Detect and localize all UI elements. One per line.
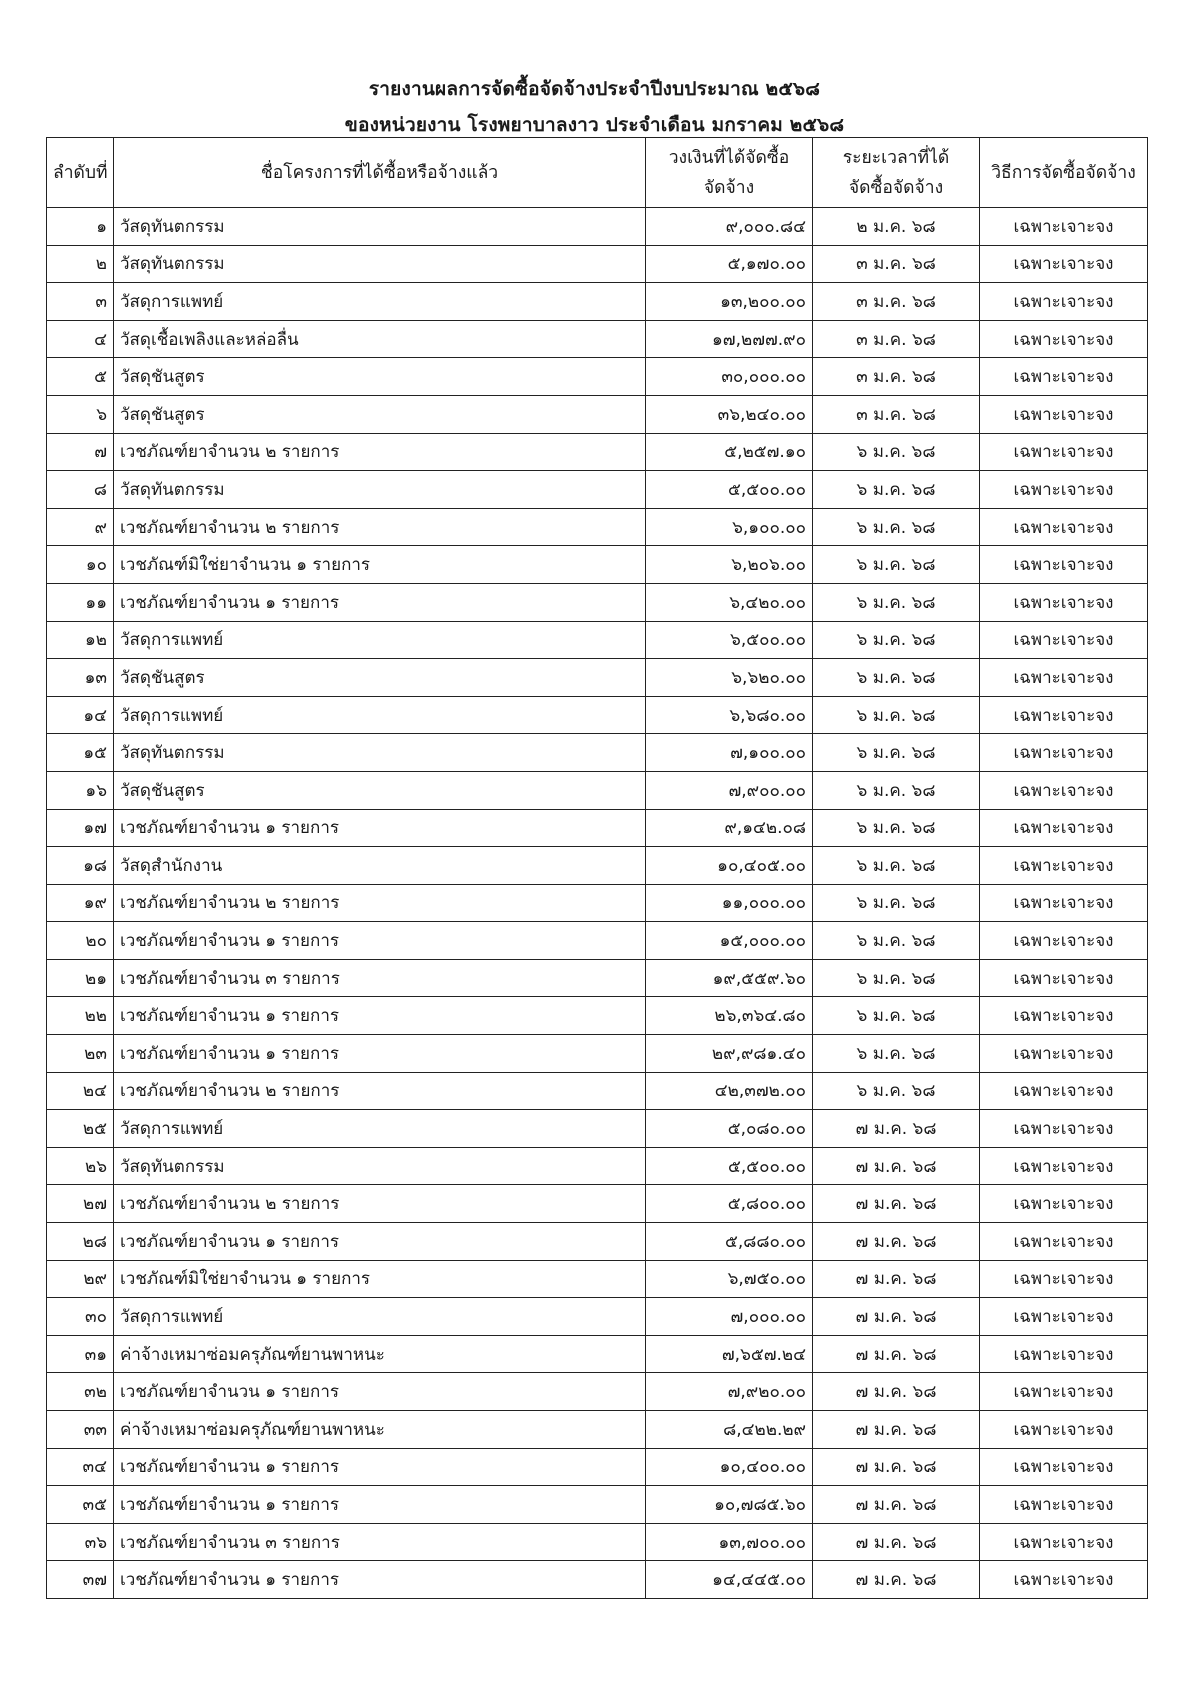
row-number-cell: ๒๖ bbox=[47, 1147, 114, 1185]
table-row bbox=[47, 847, 1148, 885]
amount-cell: ๖,๕๐๐.๐๐ bbox=[646, 621, 813, 659]
procurement-method-cell: เฉพาะเจาะจง bbox=[980, 583, 1148, 621]
project-name-cell: วัสดุชันสูตร bbox=[114, 771, 646, 809]
amount-cell: ๗,๙๐๐.๐๐ bbox=[646, 771, 813, 809]
report-subtitle: ของหน่วยงาน โรงพยาบาลงาว ประจำเดือน มกราคม ๒๕๖๘ bbox=[344, 114, 845, 136]
table-row bbox=[47, 1523, 1148, 1561]
project-name-cell: วัสดุการแพทย์ bbox=[114, 283, 646, 321]
amount-cell: ๑๕,๐๐๐.๐๐ bbox=[646, 922, 813, 960]
procurement-date-cell: ๗ ม.ค. ๖๘ bbox=[813, 1373, 980, 1411]
procurement-method-cell: เฉพาะเจาะจง bbox=[980, 433, 1148, 471]
project-name-cell: เวชภัณฑ์ยาจำนวน ๑ รายการ bbox=[114, 583, 646, 621]
procurement-method-cell: เฉพาะเจาะจง bbox=[980, 245, 1148, 283]
procurement-date-cell: ๖ ม.ค. ๖๘ bbox=[813, 621, 980, 659]
procurement-date-cell: ๖ ม.ค. ๖๘ bbox=[813, 471, 980, 509]
row-number-cell: ๓๑ bbox=[47, 1335, 114, 1373]
amount-cell: ๑๗,๒๗๗.๙๐ bbox=[646, 320, 813, 358]
procurement-method-cell: เฉพาะเจาะจง bbox=[980, 1373, 1148, 1411]
procurement-date-cell: ๒ ม.ค. ๖๘ bbox=[813, 208, 980, 246]
amount-cell: ๕,๒๕๗.๑๐ bbox=[646, 433, 813, 471]
amount-cell: ๕,๘๘๐.๐๐ bbox=[646, 1223, 813, 1261]
row-number-cell: ๒๗ bbox=[47, 1185, 114, 1223]
row-number-cell: ๒๐ bbox=[47, 922, 114, 960]
project-name-cell: วัสดุการแพทย์ bbox=[114, 1298, 646, 1336]
table-row bbox=[47, 959, 1148, 997]
row-number-cell: ๑ bbox=[47, 208, 114, 246]
table-row bbox=[47, 1335, 1148, 1373]
project-name-cell: เวชภัณฑ์ยาจำนวน ๒ รายการ bbox=[114, 884, 646, 922]
table-row bbox=[47, 245, 1148, 283]
amount-cell: ๑๓,๒๐๐.๐๐ bbox=[646, 283, 813, 321]
procurement-date-cell: ๗ ม.ค. ๖๘ bbox=[813, 1110, 980, 1148]
amount-cell: ๔๒,๓๗๒.๐๐ bbox=[646, 1072, 813, 1110]
project-name-cell: วัสดุทันตกรรม bbox=[114, 1147, 646, 1185]
header-period bbox=[813, 138, 980, 208]
amount-cell: ๗,๐๐๐.๐๐ bbox=[646, 1298, 813, 1336]
procurement-date-cell: ๖ ม.ค. ๖๘ bbox=[813, 884, 980, 922]
table-row bbox=[47, 583, 1148, 621]
table-row bbox=[47, 471, 1148, 509]
amount-cell: ๖,๖๒๐.๐๐ bbox=[646, 659, 813, 697]
procurement-date-cell: ๖ ม.ค. ๖๘ bbox=[813, 771, 980, 809]
procurement-table bbox=[46, 137, 1148, 1599]
project-name-cell: เวชภัณฑ์มิใช่ยาจำนวน ๑ รายการ bbox=[114, 1260, 646, 1298]
procurement-date-cell: ๖ ม.ค. ๖๘ bbox=[813, 433, 980, 471]
project-name-cell: เวชภัณฑ์ยาจำนวน ๑ รายการ bbox=[114, 1448, 646, 1486]
procurement-method-cell: เฉพาะเจาะจง bbox=[980, 1523, 1148, 1561]
row-number-cell: ๓๕ bbox=[47, 1486, 114, 1524]
table-row bbox=[47, 546, 1148, 584]
row-number-cell: ๑๕ bbox=[47, 734, 114, 772]
amount-cell: ๓๖,๒๔๐.๐๐ bbox=[646, 395, 813, 433]
project-name-cell: เวชภัณฑ์ยาจำนวน ๒ รายการ bbox=[114, 433, 646, 471]
amount-cell: ๖,๑๐๐.๐๐ bbox=[646, 508, 813, 546]
procurement-method-cell: เฉพาะเจาะจง bbox=[980, 1298, 1148, 1336]
procurement-date-cell: ๖ ม.ค. ๖๘ bbox=[813, 847, 980, 885]
project-name-cell: เวชภัณฑ์ยาจำนวน ๒ รายการ bbox=[114, 1185, 646, 1223]
procurement-method-cell: เฉพาะเจาะจง bbox=[980, 508, 1148, 546]
procurement-date-cell: ๓ ม.ค. ๖๘ bbox=[813, 320, 980, 358]
amount-cell: ๑๑,๐๐๐.๐๐ bbox=[646, 884, 813, 922]
table-body bbox=[47, 208, 1148, 1599]
row-number-cell: ๒๒ bbox=[47, 997, 114, 1035]
amount-cell: ๕,๘๐๐.๐๐ bbox=[646, 1185, 813, 1223]
table-row bbox=[47, 696, 1148, 734]
amount-cell: ๕,๕๐๐.๐๐ bbox=[646, 1147, 813, 1185]
project-name-cell: วัสดุสำนักงาน bbox=[114, 847, 646, 885]
procurement-method-cell: เฉพาะเจาะจง bbox=[980, 395, 1148, 433]
procurement-date-cell: ๗ ม.ค. ๖๘ bbox=[813, 1147, 980, 1185]
project-name-cell: ค่าจ้างเหมาซ่อมครุภัณฑ์ยานพาหนะ bbox=[114, 1335, 646, 1373]
project-name-cell: เวชภัณฑ์ยาจำนวน ๒ รายการ bbox=[114, 1072, 646, 1110]
row-number-cell: ๑๗ bbox=[47, 809, 114, 847]
row-number-cell: ๑๐ bbox=[47, 546, 114, 584]
procurement-method-cell: เฉพาะเจาะจง bbox=[980, 696, 1148, 734]
procurement-date-cell: ๗ ม.ค. ๖๘ bbox=[813, 1223, 980, 1261]
row-number-cell: ๒๕ bbox=[47, 1110, 114, 1148]
procurement-date-cell: ๗ ม.ค. ๖๘ bbox=[813, 1298, 980, 1336]
header-period-line2: จัดซื้อจัดจ้าง bbox=[848, 177, 944, 198]
procurement-method-cell: เฉพาะเจาะจง bbox=[980, 659, 1148, 697]
row-number-cell: ๘ bbox=[47, 471, 114, 509]
procurement-method-cell: เฉพาะเจาะจง bbox=[980, 922, 1148, 960]
procurement-date-cell: ๖ ม.ค. ๖๘ bbox=[813, 659, 980, 697]
procurement-date-cell: ๖ ม.ค. ๖๘ bbox=[813, 583, 980, 621]
report-title: รายงานผลการจัดซื้อจัดจ้างประจำปีงบประมาณ ๒๕๖๘ bbox=[368, 78, 821, 100]
table-row bbox=[47, 1260, 1148, 1298]
project-name-cell: เวชภัณฑ์ยาจำนวน ๑ รายการ bbox=[114, 809, 646, 847]
procurement-date-cell: ๖ ม.ค. ๖๘ bbox=[813, 809, 980, 847]
project-name-cell: เวชภัณฑ์ยาจำนวน ๓ รายการ bbox=[114, 959, 646, 997]
procurement-method-cell: เฉพาะเจาะจง bbox=[980, 1223, 1148, 1261]
table-row bbox=[47, 320, 1148, 358]
procurement-date-cell: ๓ ม.ค. ๖๘ bbox=[813, 283, 980, 321]
header-period-line1: ระยะเวลาที่ได้ bbox=[842, 147, 950, 168]
procurement-method-cell: เฉพาะเจาะจง bbox=[980, 1335, 1148, 1373]
row-number-cell: ๑๖ bbox=[47, 771, 114, 809]
procurement-date-cell: ๗ ม.ค. ๖๘ bbox=[813, 1335, 980, 1373]
procurement-date-cell: ๗ ม.ค. ๖๘ bbox=[813, 1561, 980, 1599]
procurement-method-cell: เฉพาะเจาะจง bbox=[980, 471, 1148, 509]
row-number-cell: ๓๐ bbox=[47, 1298, 114, 1336]
row-number-cell: ๕ bbox=[47, 358, 114, 396]
row-number-cell: ๔ bbox=[47, 320, 114, 358]
amount-cell: ๕,๐๘๐.๐๐ bbox=[646, 1110, 813, 1148]
amount-cell: ๑๔,๔๔๕.๐๐ bbox=[646, 1561, 813, 1599]
procurement-method-cell: เฉพาะเจาะจง bbox=[980, 621, 1148, 659]
project-name-cell: เวชภัณฑ์มิใช่ยาจำนวน ๑ รายการ bbox=[114, 546, 646, 584]
row-number-cell: ๒ bbox=[47, 245, 114, 283]
project-name-cell: เวชภัณฑ์ยาจำนวน ๑ รายการ bbox=[114, 1373, 646, 1411]
amount-cell: ๑๙,๕๕๙.๖๐ bbox=[646, 959, 813, 997]
project-name-cell: วัสดุทันตกรรม bbox=[114, 471, 646, 509]
amount-cell: ๗,๖๕๗.๒๔ bbox=[646, 1335, 813, 1373]
row-number-cell: ๓๔ bbox=[47, 1448, 114, 1486]
procurement-date-cell: ๗ ม.ค. ๖๘ bbox=[813, 1260, 980, 1298]
procurement-date-cell: ๗ ม.ค. ๖๘ bbox=[813, 1411, 980, 1449]
table-row bbox=[47, 997, 1148, 1035]
procurement-method-cell: เฉพาะเจาะจง bbox=[980, 884, 1148, 922]
row-number-cell: ๗ bbox=[47, 433, 114, 471]
row-number-cell: ๒๑ bbox=[47, 959, 114, 997]
amount-cell: ๙,๐๐๐.๘๔ bbox=[646, 208, 813, 246]
row-number-cell: ๑๔ bbox=[47, 696, 114, 734]
procurement-method-cell: เฉพาะเจาะจง bbox=[980, 1185, 1148, 1223]
header-amount-line2: จัดจ้าง bbox=[703, 177, 755, 198]
row-number-cell: ๓๒ bbox=[47, 1373, 114, 1411]
row-number-cell: ๑๒ bbox=[47, 621, 114, 659]
project-name-cell: วัสดุชันสูตร bbox=[114, 358, 646, 396]
procurement-date-cell: ๖ ม.ค. ๖๘ bbox=[813, 696, 980, 734]
table-row bbox=[47, 283, 1148, 321]
project-name-cell: เวชภัณฑ์ยาจำนวน ๓ รายการ bbox=[114, 1523, 646, 1561]
procurement-method-cell: เฉพาะเจาะจง bbox=[980, 1072, 1148, 1110]
table-row bbox=[47, 208, 1148, 246]
project-name-cell: วัสดุเชื้อเพลิงและหล่อลื่น bbox=[114, 320, 646, 358]
row-number-cell: ๙ bbox=[47, 508, 114, 546]
row-number-cell: ๑๓ bbox=[47, 659, 114, 697]
header-amount-line1: วงเงินที่ได้จัดซื้อ bbox=[668, 147, 790, 168]
row-number-cell: ๑๘ bbox=[47, 847, 114, 885]
project-name-cell: ค่าจ้างเหมาซ่อมครุภัณฑ์ยานพาหนะ bbox=[114, 1411, 646, 1449]
project-name-cell: วัสดุทันตกรรม bbox=[114, 245, 646, 283]
procurement-method-cell: เฉพาะเจาะจง bbox=[980, 997, 1148, 1035]
project-name-cell: เวชภัณฑ์ยาจำนวน ๑ รายการ bbox=[114, 1035, 646, 1073]
table-row bbox=[47, 1223, 1148, 1261]
procurement-date-cell: ๖ ม.ค. ๖๘ bbox=[813, 734, 980, 772]
table-row bbox=[47, 1035, 1148, 1073]
procurement-date-cell: ๖ ม.ค. ๖๘ bbox=[813, 546, 980, 584]
project-name-cell: วัสดุชันสูตร bbox=[114, 395, 646, 433]
amount-cell: ๖,๔๒๐.๐๐ bbox=[646, 583, 813, 621]
table-row bbox=[47, 884, 1148, 922]
row-number-cell: ๓ bbox=[47, 283, 114, 321]
table-row bbox=[47, 358, 1148, 396]
row-number-cell: ๒๔ bbox=[47, 1072, 114, 1110]
procurement-date-cell: ๗ ม.ค. ๖๘ bbox=[813, 1185, 980, 1223]
procurement-method-cell: เฉพาะเจาะจง bbox=[980, 1448, 1148, 1486]
procurement-date-cell: ๖ ม.ค. ๖๘ bbox=[813, 922, 980, 960]
row-number-cell: ๑๑ bbox=[47, 583, 114, 621]
table-row bbox=[47, 659, 1148, 697]
procurement-date-cell: ๖ ม.ค. ๖๘ bbox=[813, 508, 980, 546]
procurement-method-cell: เฉพาะเจาะจง bbox=[980, 1411, 1148, 1449]
procurement-method-cell: เฉพาะเจาะจง bbox=[980, 546, 1148, 584]
header-project-name: ชื่อโครงการที่ได้ซื้อหรือจ้างแล้ว bbox=[114, 138, 646, 208]
procurement-method-cell: เฉพาะเจาะจง bbox=[980, 1486, 1148, 1524]
procurement-method-cell: เฉพาะเจาะจง bbox=[980, 1260, 1148, 1298]
row-number-cell: ๓๗ bbox=[47, 1561, 114, 1599]
procurement-method-cell: เฉพาะเจาะจง bbox=[980, 809, 1148, 847]
project-name-cell: วัสดุการแพทย์ bbox=[114, 1110, 646, 1148]
project-name-cell: เวชภัณฑ์ยาจำนวน ๑ รายการ bbox=[114, 1223, 646, 1261]
project-name-cell: เวชภัณฑ์ยาจำนวน ๒ รายการ bbox=[114, 508, 646, 546]
project-name-cell: เวชภัณฑ์ยาจำนวน ๑ รายการ bbox=[114, 922, 646, 960]
table-row bbox=[47, 1486, 1148, 1524]
procurement-method-cell: เฉพาะเจาะจง bbox=[980, 734, 1148, 772]
project-name-cell: วัสดุทันตกรรม bbox=[114, 208, 646, 246]
table-row bbox=[47, 1072, 1148, 1110]
procurement-method-cell: เฉพาะเจาะจง bbox=[980, 1110, 1148, 1148]
procurement-method-cell: เฉพาะเจาะจง bbox=[980, 1561, 1148, 1599]
amount-cell: ๒๙,๙๘๑.๔๐ bbox=[646, 1035, 813, 1073]
table-row bbox=[47, 734, 1148, 772]
procurement-date-cell: ๖ ม.ค. ๖๘ bbox=[813, 997, 980, 1035]
amount-cell: ๑๓,๗๐๐.๐๐ bbox=[646, 1523, 813, 1561]
project-name-cell: เวชภัณฑ์ยาจำนวน ๑ รายการ bbox=[114, 997, 646, 1035]
amount-cell: ๕,๕๐๐.๐๐ bbox=[646, 471, 813, 509]
row-number-cell: ๒๙ bbox=[47, 1260, 114, 1298]
procurement-date-cell: ๗ ม.ค. ๖๘ bbox=[813, 1523, 980, 1561]
project-name-cell: วัสดุการแพทย์ bbox=[114, 696, 646, 734]
procurement-method-cell: เฉพาะเจาะจง bbox=[980, 771, 1148, 809]
project-name-cell: วัสดุชันสูตร bbox=[114, 659, 646, 697]
procurement-date-cell: ๗ ม.ค. ๖๘ bbox=[813, 1448, 980, 1486]
procurement-method-cell: เฉพาะเจาะจง bbox=[980, 358, 1148, 396]
row-number-cell: ๒๓ bbox=[47, 1035, 114, 1073]
procurement-method-cell: เฉพาะเจาะจง bbox=[980, 959, 1148, 997]
amount-cell: ๘,๔๒๒.๒๙ bbox=[646, 1411, 813, 1449]
procurement-method-cell: เฉพาะเจาะจง bbox=[980, 208, 1148, 246]
table-row bbox=[47, 1448, 1148, 1486]
row-number-cell: ๓๖ bbox=[47, 1523, 114, 1561]
amount-cell: ๑๐,๗๘๕.๖๐ bbox=[646, 1486, 813, 1524]
row-number-cell: ๒๘ bbox=[47, 1223, 114, 1261]
procurement-date-cell: ๓ ม.ค. ๖๘ bbox=[813, 245, 980, 283]
procurement-method-cell: เฉพาะเจาะจง bbox=[980, 320, 1148, 358]
procurement-method-cell: เฉพาะเจาะจง bbox=[980, 283, 1148, 321]
project-name-cell: เวชภัณฑ์ยาจำนวน ๑ รายการ bbox=[114, 1561, 646, 1599]
header-method: วิธีการจัดซื้อจัดจ้าง bbox=[980, 138, 1148, 208]
table-row bbox=[47, 1110, 1148, 1148]
table-row bbox=[47, 395, 1148, 433]
header-no: ลำดับที่ bbox=[47, 138, 114, 208]
amount-cell: ๕,๑๗๐.๐๐ bbox=[646, 245, 813, 283]
project-name-cell: วัสดุทันตกรรม bbox=[114, 734, 646, 772]
table-row bbox=[47, 771, 1148, 809]
procurement-method-cell: เฉพาะเจาะจง bbox=[980, 1147, 1148, 1185]
amount-cell: ๖,๖๘๐.๐๐ bbox=[646, 696, 813, 734]
amount-cell: ๑๐,๔๐๐.๐๐ bbox=[646, 1448, 813, 1486]
table-row bbox=[47, 508, 1148, 546]
procurement-method-cell: เฉพาะเจาะจง bbox=[980, 1035, 1148, 1073]
table-row bbox=[47, 621, 1148, 659]
amount-cell: ๖,๒๐๖.๐๐ bbox=[646, 546, 813, 584]
row-number-cell: ๑๙ bbox=[47, 884, 114, 922]
procurement-date-cell: ๖ ม.ค. ๖๘ bbox=[813, 1072, 980, 1110]
procurement-method-cell: เฉพาะเจาะจง bbox=[980, 847, 1148, 885]
table-row bbox=[47, 1411, 1148, 1449]
procurement-date-cell: ๗ ม.ค. ๖๘ bbox=[813, 1486, 980, 1524]
amount-cell: ๖,๗๕๐.๐๐ bbox=[646, 1260, 813, 1298]
amount-cell: ๒๖,๓๖๔.๘๐ bbox=[646, 997, 813, 1035]
table-row bbox=[47, 1561, 1148, 1599]
procurement-date-cell: ๓ ม.ค. ๖๘ bbox=[813, 358, 980, 396]
table-row bbox=[47, 1298, 1148, 1336]
procurement-date-cell: ๖ ม.ค. ๖๘ bbox=[813, 959, 980, 997]
table-row bbox=[47, 433, 1148, 471]
project-name-cell: เวชภัณฑ์ยาจำนวน ๑ รายการ bbox=[114, 1486, 646, 1524]
header-amount bbox=[646, 138, 813, 208]
row-number-cell: ๓๓ bbox=[47, 1411, 114, 1449]
table-row bbox=[47, 809, 1148, 847]
amount-cell: ๗,๑๐๐.๐๐ bbox=[646, 734, 813, 772]
amount-cell: ๑๐,๔๐๕.๐๐ bbox=[646, 847, 813, 885]
amount-cell: ๗,๙๒๐.๐๐ bbox=[646, 1373, 813, 1411]
amount-cell: ๓๐,๐๐๐.๐๐ bbox=[646, 358, 813, 396]
table-row bbox=[47, 1373, 1148, 1411]
procurement-date-cell: ๓ ม.ค. ๖๘ bbox=[813, 395, 980, 433]
procurement-date-cell: ๖ ม.ค. ๖๘ bbox=[813, 1035, 980, 1073]
project-name-cell: วัสดุการแพทย์ bbox=[114, 621, 646, 659]
row-number-cell: ๖ bbox=[47, 395, 114, 433]
table-row bbox=[47, 1185, 1148, 1223]
table-row bbox=[47, 1147, 1148, 1185]
table-header-row bbox=[47, 138, 1148, 208]
table-row bbox=[47, 922, 1148, 960]
amount-cell: ๙,๑๔๒.๐๘ bbox=[646, 809, 813, 847]
